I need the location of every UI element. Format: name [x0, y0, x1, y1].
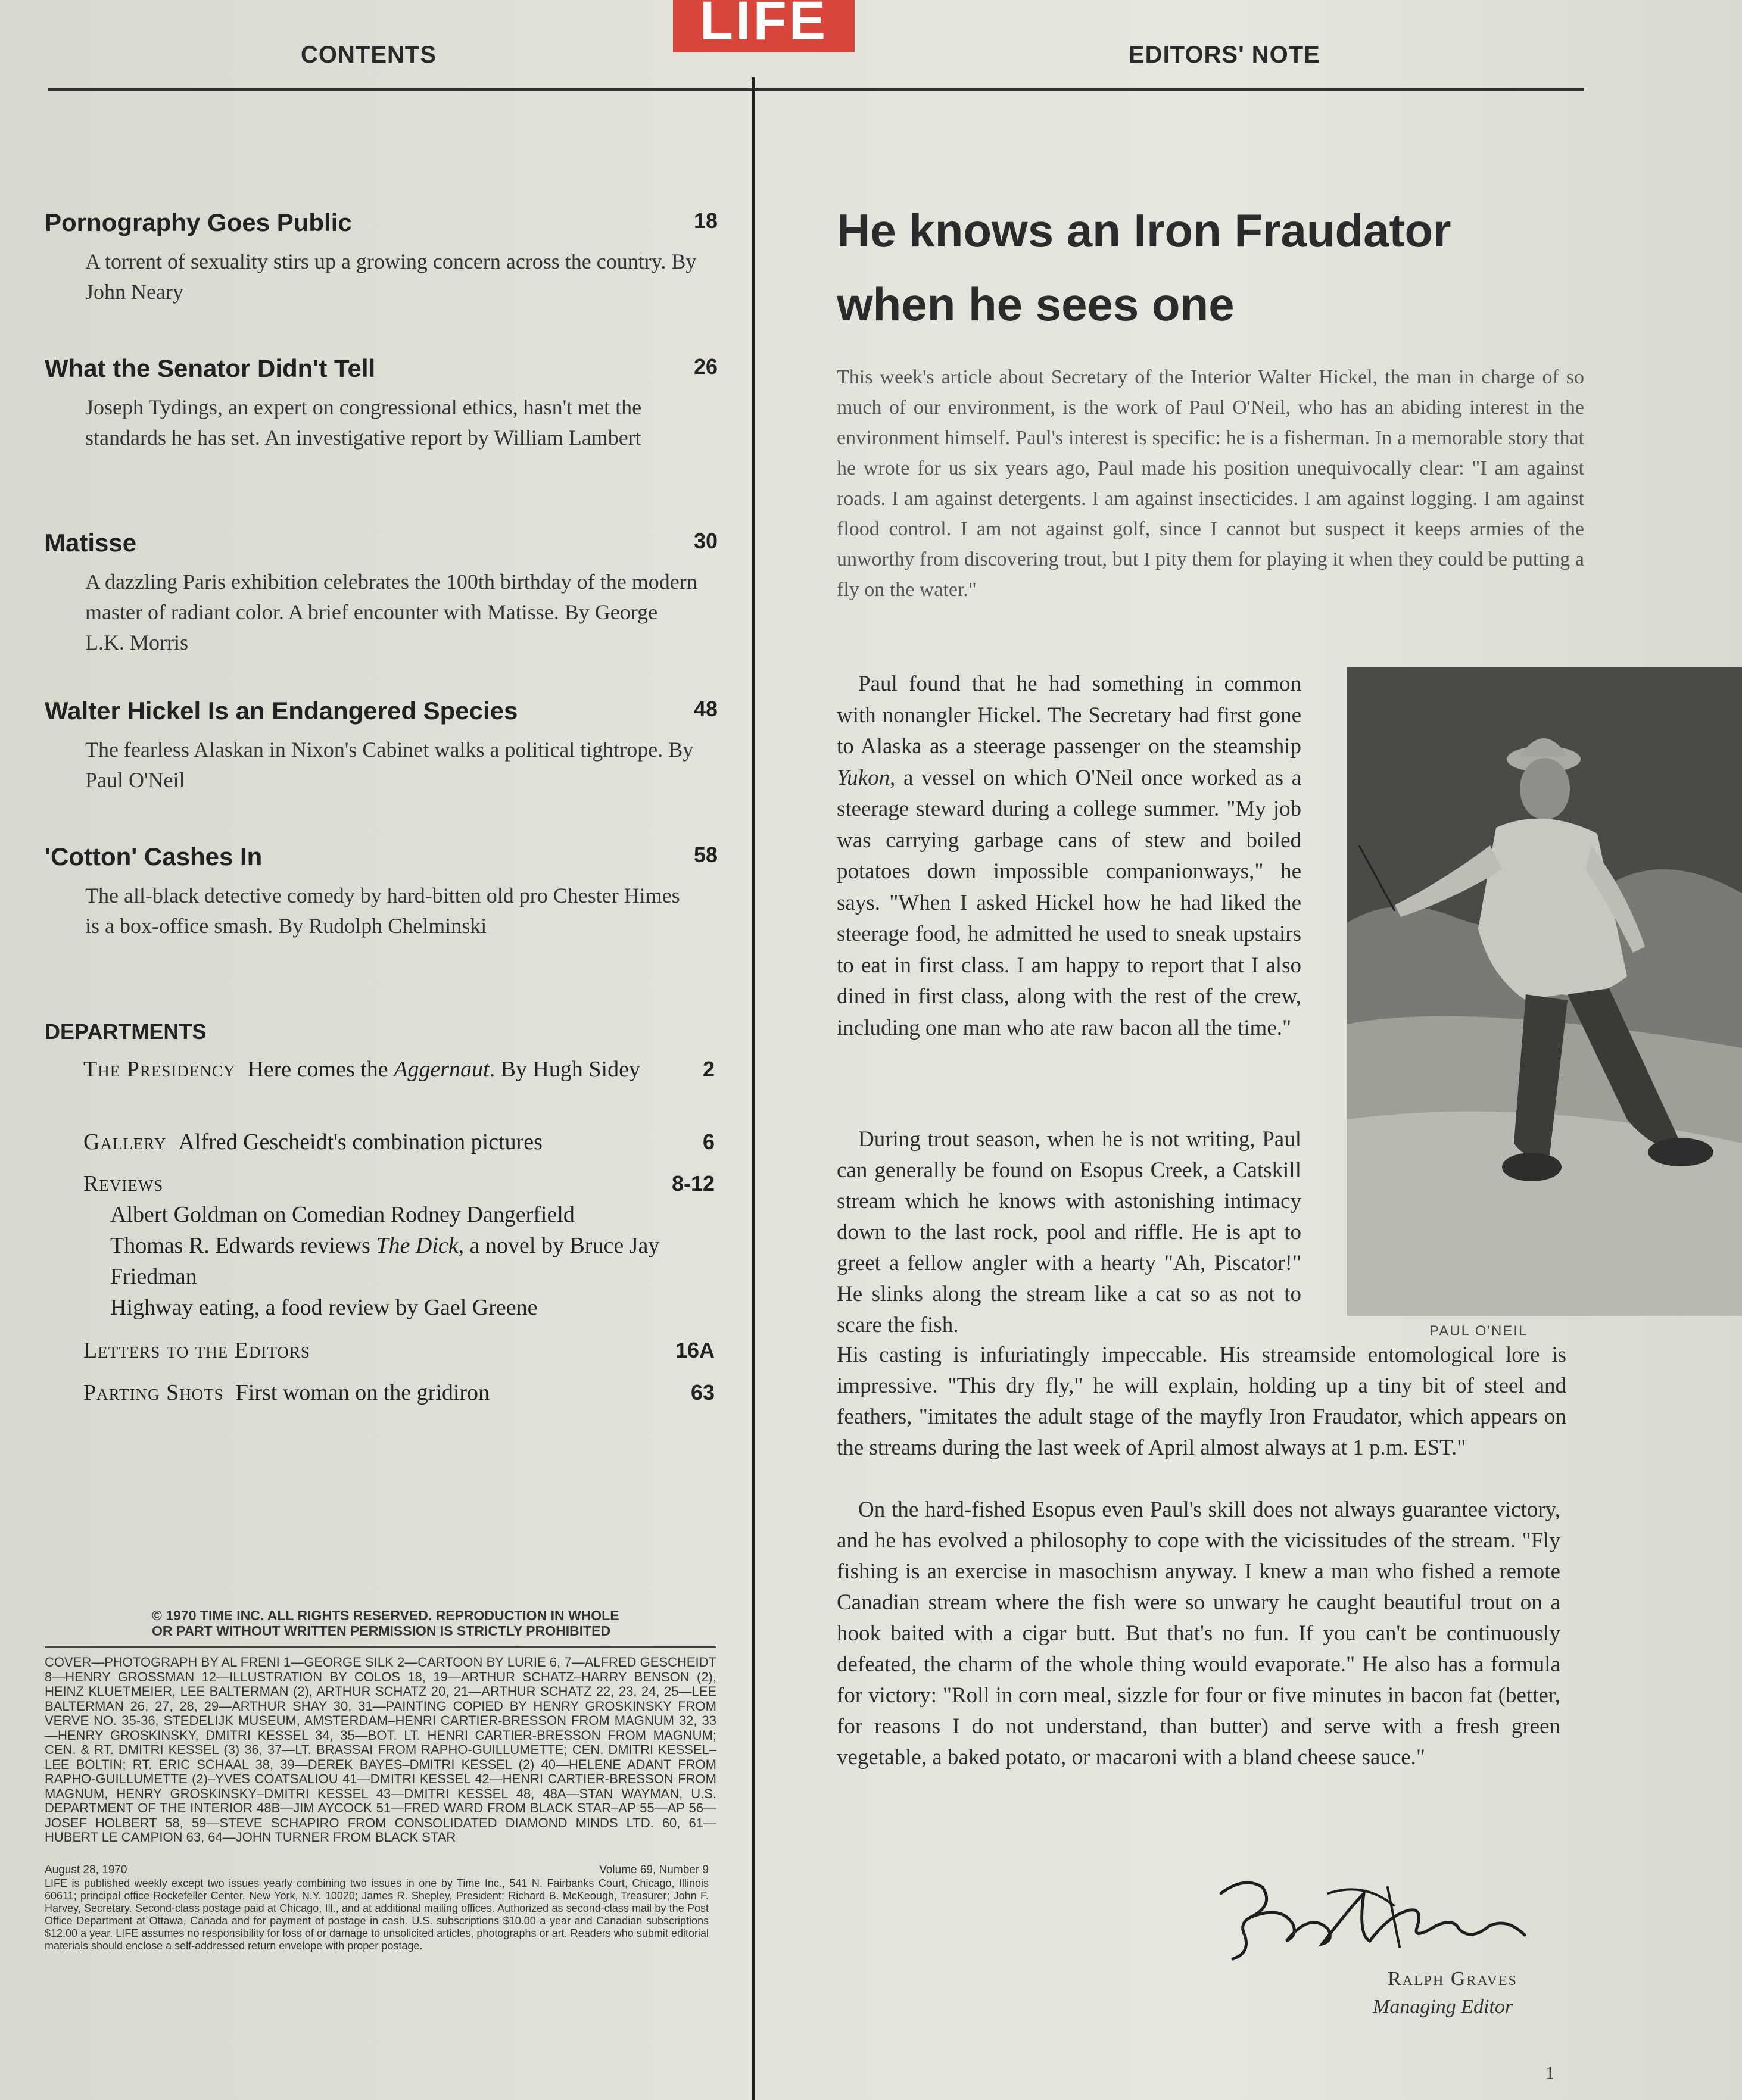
article-title: Walter Hickel Is an Endangered Species	[45, 697, 518, 725]
article-description: Joseph Tydings, an expert on congressional ethics, hasn't met the standards he has set. An investigative report by William Lambert	[85, 395, 642, 450]
contents-article-1[interactable]	[45, 208, 718, 307]
dept-text: Here comes the	[247, 1057, 394, 1082]
dept-label: Letters to the Editors	[83, 1338, 310, 1363]
article-page-number: 30	[693, 529, 718, 553]
photo-caption: PAUL O'NEIL	[1429, 1323, 1528, 1339]
review-item-2-cont: , a novel by Bruce Jay Friedman	[110, 1233, 660, 1289]
signer-title: Managing Editor	[1373, 1996, 1513, 2018]
dept-page-number: 16A	[675, 1338, 715, 1362]
contents-article-4[interactable]	[45, 697, 718, 795]
dept-page-number: 63	[690, 1380, 715, 1405]
dept-presidency[interactable]	[83, 1054, 715, 1085]
header-rule	[48, 88, 1584, 91]
dept-gallery[interactable]	[83, 1127, 715, 1157]
dept-page-number: 8-12	[671, 1171, 715, 1196]
copyright-notice: © 1970 TIME INC. ALL RIGHTS RESERVED. REPRODUCTION IN WHOLE OR PART WITHOUT WRITTEN PERMISSION IS STRICTLY PROHIBITED	[152, 1608, 619, 1639]
article-title: What the Senator Didn't Tell	[45, 354, 376, 382]
ship-name: Yukon	[837, 765, 890, 790]
dept-letters[interactable]	[83, 1335, 715, 1366]
article-page-number: 58	[693, 843, 718, 867]
article-title: Matisse	[45, 529, 137, 557]
dept-label: Parting Shots	[83, 1380, 224, 1405]
contents-article-3[interactable]	[45, 529, 718, 658]
dept-text: First woman on the gridiron	[235, 1380, 490, 1405]
credits-rule	[45, 1646, 716, 1648]
article-description: The all-black detective comedy by hard-bitten old pro Chester Himes is a box-office smash. By Rudolph Chelminski	[85, 884, 680, 938]
article-title: Pornography Goes Public	[45, 208, 352, 236]
life-logo: LIFE	[673, 0, 855, 52]
article-description: A torrent of sexuality stirs up a growing concern across the country. By John Neary	[85, 249, 697, 304]
dept-reviews[interactable]	[83, 1168, 715, 1323]
column-divider	[752, 77, 755, 2100]
volume-number: Volume 69, Number 9	[599, 1864, 709, 1876]
article-title: 'Cotton' Cashes In	[45, 843, 263, 870]
body-paragraph-3-cont: His casting is infuriatingly impeccable. His streamside entomological lore is impressive. "This dry fly," he will explain, holding up a tiny bit of steel and feathers, "imitates the adult stage of the mayfly Iron Fraudator, which appears on the streams during the last week of April almost always at 1 p.m. EST."	[837, 1343, 1566, 1460]
p2-text-cont: , a vessel on which O'Neil once worked as a steerage steward during a college summer. "My job was carrying garbage cans of stew and boiled potatoes down impossible companionways," he says. "When I asked Hickel how he had liked the steerage food, he admitted he used to sneak upstairs to eat in first class. I am happy to report that I also dined in first class, along with the rest of the crew, including one man who ate raw bacon all the time."	[837, 765, 1301, 1040]
dept-label: Reviews	[83, 1171, 164, 1196]
p2-text: Paul found that he had something in common with nonangler Hickel. The Secretary had first gone to Alaska as a steerage passenger on the steamship	[837, 672, 1301, 759]
article-page-number: 48	[693, 697, 718, 721]
dept-page-number: 6	[702, 1129, 715, 1154]
review-item-2-title: The Dick	[376, 1233, 459, 1258]
signature-image	[1209, 1870, 1542, 1965]
dept-text-emphasis: Aggernaut	[394, 1057, 490, 1082]
dept-label: Gallery	[83, 1129, 167, 1154]
body-paragraph-2	[837, 669, 1301, 1044]
review-item-2	[110, 1230, 715, 1292]
review-item-2-text: Thomas R. Edwards reviews	[110, 1233, 376, 1258]
dept-page-number: 2	[702, 1057, 715, 1081]
pub-date: August 28, 1970	[45, 1864, 127, 1876]
body-paragraph-4: On the hard-fished Esopus even Paul's skill does not always guarantee victory, and he has evolved a philosophy to cope with the vicissitudes of the stream. "Fly fishing is an exercise in masochism anyway. I knew a man who fished a remote Canadian stream where the fish were so unwary he caught beautiful trout on a hook baited with a cigar butt. But that's no fun. If you can't be continuously defeated, the charm of the whole thing would evaporate." He also has a formula for victory: "Roll in corn meal, sizzle for four or five minutes in bacon fat (better, for reasons I do not understand, than butter) and serve with a fresh green vegetable, a baked potato, or macaroni with a bland cheese sauce."	[837, 1497, 1560, 1770]
article-page-number: 26	[693, 354, 718, 379]
article-description: A dazzling Paris exhibition celebrates the 100th birthday of the modern master of radiant color. A brief encounter with Matisse. By George L.K. Morris	[85, 570, 697, 654]
dept-text-cont: . By Hugh Sidey	[489, 1057, 640, 1082]
signer-name: Ralph Graves	[1388, 1968, 1517, 1990]
dept-parting-shots[interactable]	[83, 1377, 715, 1408]
page-folio: 1	[1545, 2063, 1554, 2083]
contents-header: CONTENTS	[301, 42, 437, 68]
departments-heading: DEPARTMENTS	[45, 1019, 207, 1044]
contents-article-5[interactable]	[45, 843, 718, 941]
editors-note-headline: He knows an Iron Fraudator when he sees one	[837, 204, 1451, 330]
dept-label: The Presidency	[83, 1057, 236, 1082]
dept-text: Alfred Gescheidt's combination pictures	[178, 1129, 543, 1154]
fisherman-photo	[1347, 667, 1742, 1316]
body-paragraph-3: During trout season, when he is not writing, Paul can generally be found on Esopus Creek, a Catskill stream which he knows with astonishing intimacy down to the last rock, pool and riffle. He is apt to greet a fellow angler with a hearty "Ah, Piscator!" He slinks along the stream like a cat so as not to scare the fish.	[837, 1127, 1301, 1337]
publication-statement: LIFE is published weekly except two issues yearly combining two issues in one by Time Inc., 541 N. Fairbanks Court, Chicago, Illinois 60611; principal office Rockefeller Center, New York, N.Y. 10020; James R. Shepley, President; Richard B. McKeough, Treasurer; John F. Harvey, Secretary. Second-class postage paid at Chicago, Ill., and at additional mailing offices. Authorized as second-class mail by the Post Office Department at Ottawa, Canada and for payment of postage in cash. U.S. subscriptions $10.00 a year and Canadian subscriptions $12.00 a year. LIFE assumes no responsibility for loss of or damage to unsolicited articles, photographs or art. Readers who submit editorial materials should enclose a self-addressed return envelope with proper postage.	[45, 1877, 709, 1952]
contents-article-2[interactable]	[45, 354, 718, 453]
fisherman-figure-illustration	[1347, 667, 1742, 1316]
article-description: The fearless Alaskan in Nixon's Cabinet walks a political tightrope. By Paul O'Neil	[85, 738, 694, 792]
review-item-3: Highway eating, a food review by Gael Greene	[110, 1295, 538, 1320]
editors-note-header: EDITORS' NOTE	[1129, 42, 1320, 68]
article-page-number: 18	[693, 208, 718, 233]
publication-info	[45, 1864, 709, 1952]
body-paragraph-1: This week's article about Secretary of the Interior Walter Hickel, the man in charge of so much of our environment, is the work of Paul O'Neil, who has an abiding interest in the environment himself. Paul's interest is specific: he is a fisherman. In a memorable story that he wrote for us six years ago, Paul made his position unequivocally clear: "I am against roads. I am against detergents. I am against insecticides. I am against logging. I am against flood control. I am not against golf, since I cannot but suspect it keeps armies of the unworthy from discovering trout, but I pity them for playing it when they could be putting a fly on the water."	[837, 366, 1584, 601]
review-item-1: Albert Goldman on Comedian Rodney Dangerfield	[110, 1202, 575, 1227]
photo-credits: COVER—PHOTOGRAPH BY AL FRENI 1—GEORGE SILK 2—CARTOON BY LURIE 6, 7—ALFRED GESCHEIDT 8—HENRY GROSSMAN 12—ILLUSTRATION BY COLOS 18, 19—ARTHUR SCHATZ–HARRY BENSON (2), HEINZ KLUETMEIER, LEE BALTERMAN (2), ARTHUR SCHATZ 20, 21—ARTHUR SCHATZ 22, 23, 24, 25—LEE BALTERMAN 26, 27, 28, 29—ARTHUR SHAY 30, 31—PAINTING COPIED BY HENRY GROSKINSKY FROM VERVE NO. 35-36, STEDELIJK MUSEUM, AMSTERDAM–HENRI CARTIER-BRESSON FROM MAGNUM 32, 33—HENRY GROSKINSKY, DMITRI KESSEL 34, 35—BOT. LT. HENRI CARTIER-BRESSON FROM MAGNUM; CEN. & RT. DMITRI KESSEL (3) 36, 37—LT. BRASSAI FROM RAPHO-GUILLUMETTE; CEN. DMITRI KESSEL–LEE BOLTIN; RT. ERIC SCHAAL 38, 39—DEREK BAYES–DMITRI KESSEL (2) 40—HELENE ADANT FROM RAPHO-GUILLUMETTE (2)–YVES COATSALIOU 41—DMITRI KESSEL 42—HENRI CARTIER-BRESSON FROM MAGNUM, HENRY GROSKINSKY–DMITRI KESSEL 43—DMITRI KESSEL 48, 48A—STAN WAYMAN, U.S. DEPARTMENT OF THE INTERIOR 48B—JIM AYCOCK 51—FRED WARD FROM BLACK STAR–AP 55—AP 56—JOSEF HOLBERT 58, 59—STEVE SCHAPIRO FROM CONSOLIDATED DIAMOND MINDS LTD. 60, 61—HUBERT LE CAMPION 63, 64—JOHN TURNER FROM BLACK STAR	[45, 1655, 716, 1845]
